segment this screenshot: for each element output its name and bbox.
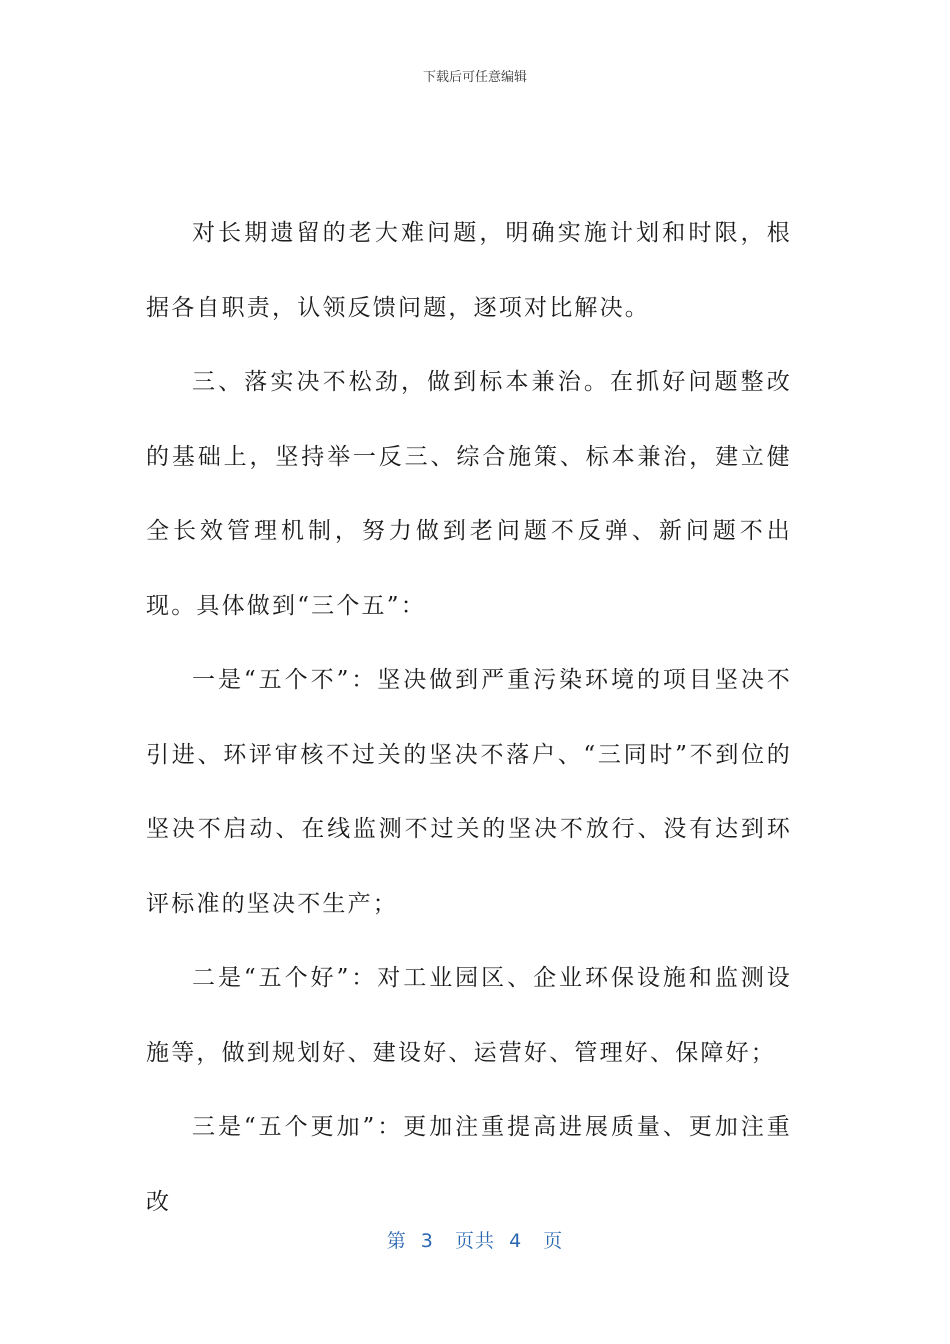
document-body: [146, 196, 792, 1239]
paragraph-2: 三、落实决不松劲，做到标本兼治。在抓好问题整改的基础上，坚持举一反三、综合施策、标本兼治，建立健全长效管理机制，努力做到老问题不反弹、新问题不出现。具体做到“三个五”：: [146, 369, 792, 619]
paragraph-1: 对长期遗留的老大难问题，明确实施计划和时限，根据各自职责，认领反馈问题，逐项对比解决。: [146, 220, 792, 321]
paragraph-5: 三是“五个更加”：更加注重提高进展质量、更加注重改: [146, 1114, 792, 1215]
header-note: 下载后可任意编辑: [422, 70, 527, 85]
paragraph-4: 二是“五个好”：对工业园区、企业环保设施和监测设施等，做到规划好、建设好、运营好、管理好、保障好；: [146, 965, 792, 1066]
paragraph-3: 一是“五个不”：坚决做到严重污染环境的项目坚决不引进、环评审核不过关的坚决不落户、“三同时”不到位的坚决不启动、在线监测不过关的坚决不放行、没有达到环评标准的坚决不生产；: [146, 667, 792, 917]
page-number-footer: 第 3 页共 4 页: [386, 1230, 564, 1252]
